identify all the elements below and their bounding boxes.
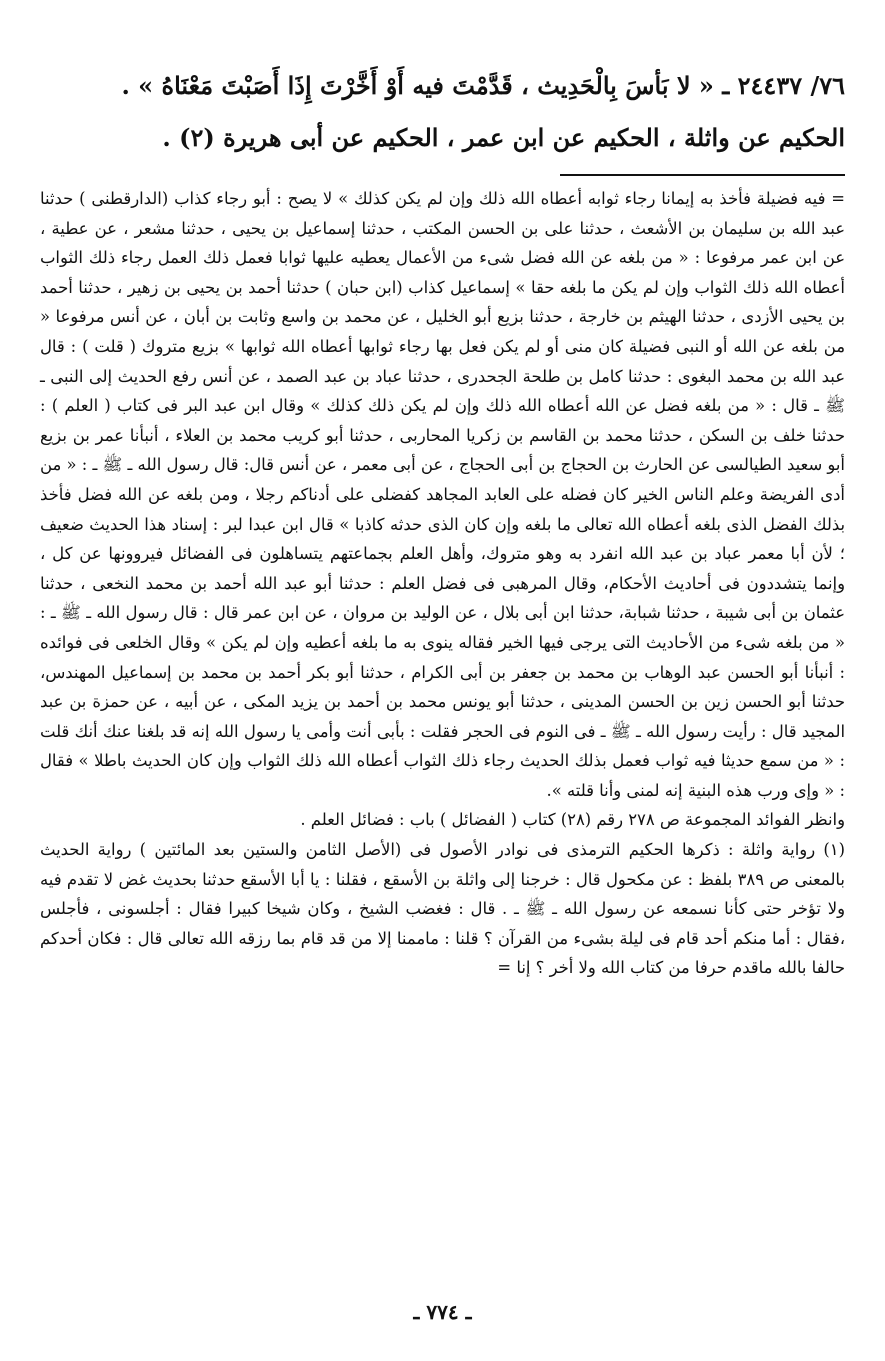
hadith-text xyxy=(40,60,845,164)
footnote-1: (١) رواية واثلة : ذكرها الحكيم الترمذى فى نوادر الأصول فى (الأصل الثامن والستين بعد المائتين ) رواية الحديث بالمعنى ص ٣٨٩ بلفظ : عن مكحول قال : خرجنا إلى واثلة بن الأسقع ، فقلنا : يا أبا الأسقع حدثنا بحديث غض لا تقدم فيه ولا تؤخر حتى كأنا نسمعه عن رسول الله ـ ﷺ ـ . قال : فغضب الشيخ ، وكان شيخا كبيرا فقال : أجلسونى ، فأجلس ،فقال : أما منكم أحد قام فى ليلة بشىء من القرآن ؟ قلنا : ماممنا إلا من قد قام بما رزقه الله تعالى قال : فكان أحدكم حالفا بالله ماقدم حرفا من كتاب الله ولا أخر ؟ إنا = xyxy=(40,840,845,978)
continuation-note: = فيه فضيلة فأخذ به إيمانا رجاء ثوابه أعطاه الله ذلك وإن لم يكن كذلك » لا يصح : أبو رجاء كذاب (الدارقطنى ) حدثنا عبد الله بن سليمان بن الأشعث ، حدثنا على بن الحسن المكتب ، حدثنا إسماعيل بن يحيى ، حدثنا مشعر ، عن عطية ، عن ابن عمر مرفوعا : « من بلغه عن الله فضل شىء من الأعمال يعطيه عليها ثوابا فعمل ذلك العمل رجاء ذلك الثواب أعطاه الله ذلك الثواب وإن لم يكن ما بلغه حقا » إسماعيل كذاب (ابن حبان ) حدثنا أحمد بن يحيى بن زهير ، حدثنا أحمد بن يحيى الأزدى ، حدثنا الهيثم بن خارجة ، حدثنا بزيع أبو الخليل ، عن محمد بن واسع وثابت بن أبان ، عن أنس مرفوعا « من بلغه عن الله أو النبى فضيلة كان منى أو لم يكن فعل بها رجاء ثوابها أعطاه الله ثوابها » بزيع متروك ( قلت ) : قال عبد الله بن محمد البغوى : حدثنا كامل بن طلحة الجحدرى ، حدثنا عباد بن عبد الصمد ، عن أنس رفع الحديث إلى النبى ـ ﷺ ـ قال : « من بلغه فضل عن الله أعطاه الله ذلك وإن لم يكن ذلك كذلك » وقال ابن عبد البر فى كتاب ( العلم ) : حدثنا خلف بن السكن ، حدثنا محمد بن القاسم بن زكريا المحاربى ، حدثنا أبو كريب محمد بن العلاء ، أنبأنا عمر بن بزيع أبو سعيد الطيالسى عن الحارث بن الحجاج بن أبى الحجاج ، عن أبى معمر ، عن أنس قال: قال رسول الله ـ ﷺ ـ : « من أدى الفريضة وعلم الناس الخير كان فضله على العابد المجاهد كفضلى على أدناكم رجلا ، ومن بلغه عن الله فضل فأخذ بذلك الفضل الذى بلغه أعطاه الله تعالى ما بلغه وإن كان الذى حدثه كاذبا » قال ابن عبدا لبر : إسناد هذا الحديث ضعيف ؛ لأن أبا معمر عباد بن عبد الله انفرد به وهو متروك، وأهل العلم بجماعتهم يتساهلون فى الفضائل فيروونها عن كل ، وإنما يتشددون فى أحاديث الأحكام، وقال المرهبى فى فضل العلم : حدثنا أبو عبد الله أحمد بن محمد النخعى ، حدثنا عثمان بن أبى شيبة ، حدثنا شبابة، حدثنا ابن أبى بلال ، عن الوليد بن مروان ، عن ابن عمر قال : قال رسول الله ـ ﷺ ـ : « من بلغه شىء من الأحاديث التى يرجى فيها الخير فقاله ينوى به ما بلغه أعطيه وإن لم يكن » وقال الخلعى فى فوائده : أنبأنا أبو الحسن عبد الوهاب بن محمد بن جعفر بن أبى الكرام ، حدثنا أبو بكر أحمد بن محمد بن إسماعيل المهندس، حدثنا أبو الحسن زين بن الحسن المدينى ، حدثنا أبو يونس محمد بن أحمد بن يزيد المكى ، عن أبيه ، عن حمزة بن عبد المجيد قال : رأيت رسول الله ـ ﷺ ـ فى النوم فى الحجر فقلت : بأبى أنت وأمى يا رسول الله إنه قد بلغنا عنك أنك قلت : « من سمع حديثا فيه ثواب فعمل بذلك الحديث رجاء ذلك الثواب أعطاه الله ذلك الثواب وإن كان الحديث باطلا » فقال : « وإى ورب هذه البنية إنه لمنى وأنا قلته ». xyxy=(40,189,845,800)
footnotes-section xyxy=(40,184,845,983)
footnote-divider xyxy=(560,174,845,176)
page-number: ـ ٧٧٤ ـ xyxy=(413,1300,472,1324)
hadith-line-2: الحكيم عن واثلة ، الحكيم عن ابن عمر ، الحكيم عن أبى هريرة (٢) . xyxy=(162,123,845,152)
reference-note: وانظر الفوائد المجموعة ص ٢٧٨ رقم (٢٨) كتاب ( الفضائل ) باب : فضائل العلم . xyxy=(300,810,845,830)
hadith-line-1: ٧٦/ ٢٤٤٣٧ ـ « لا بَأسَ بِالْحَدِيث ، قَدَّمْتَ فيه أَوْ أَخَّرْتَ إِذَا أَصَبْتَ مَعْنَاهُ » . xyxy=(121,71,845,100)
